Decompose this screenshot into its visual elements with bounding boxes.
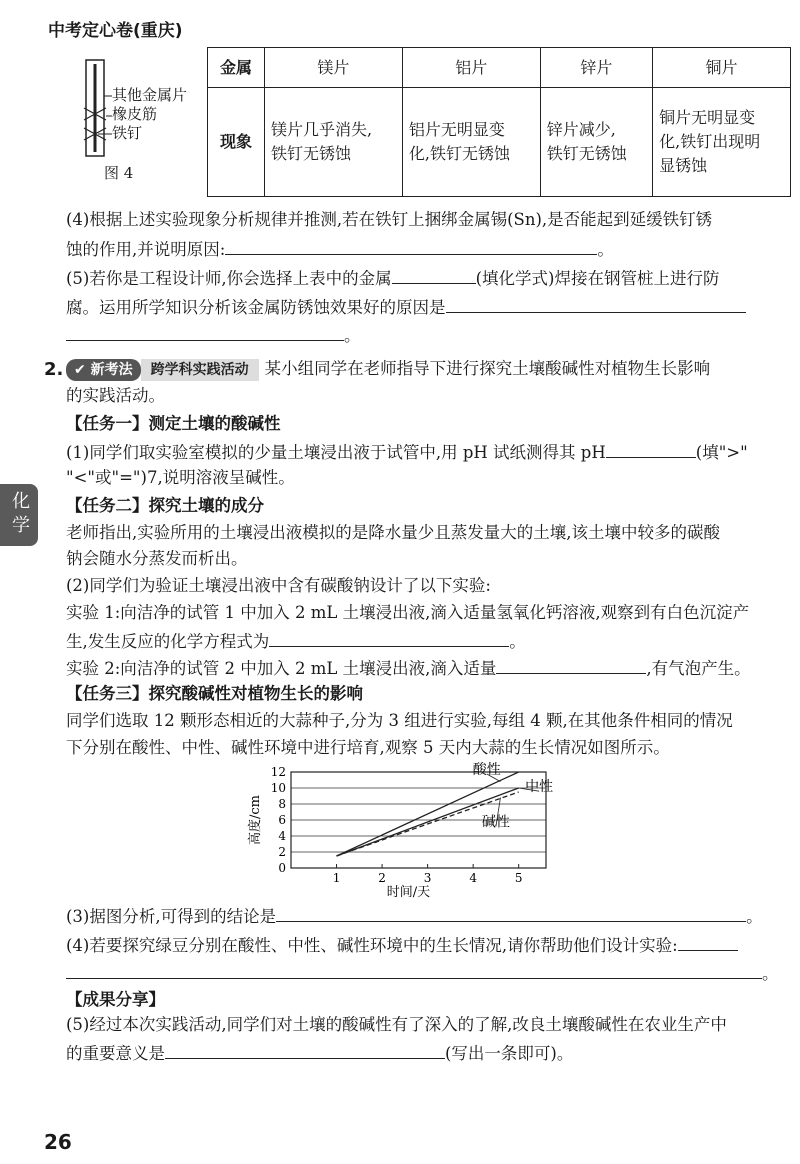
task3-q4 [66, 932, 738, 958]
task1-q1-line2: "<"或"=")7,说明溶液呈碱性。 [66, 468, 295, 487]
q4-line1: (4)根据上述实验现象分析规律并推测,若在铁钉上捆绑金属锡(Sn),是否能起到延缓铁钉锈 [66, 210, 713, 229]
figure-4-labels [112, 86, 187, 143]
q5-prompt-a: (5)若你是工程设计师,你会选择上表中的金属 [66, 269, 392, 288]
page-header: 中考定心卷(重庆) [48, 21, 183, 41]
check-icon: ✔ [74, 362, 86, 378]
q5-prompt-b: (填化学式)焊接在钢管桩上进行防 [475, 269, 720, 288]
q5-line1 [66, 265, 720, 291]
series-label: 中性 [525, 779, 554, 796]
design-blank-cont[interactable] [66, 960, 762, 979]
share-q5-line1: (5)经过本次实践活动,同学们对土壤的酸碱性有了深入的了解,改良土壤酸碱性在农业生产中 [66, 1015, 727, 1034]
q5-reason-blank[interactable] [446, 294, 746, 313]
exp2-prompt: 实验 2:向洁净的试管 2 中加入 2 mL 土壤浸出液,滴入适量 [66, 659, 497, 678]
observation-mg [265, 88, 403, 197]
task2-intro2: 钠会随水分蒸发而析出。 [66, 549, 248, 568]
exp1-prompt: 生,发生反应的化学方程式为 [66, 632, 270, 651]
q2-intro-text: 某小组同学在老师指导下进行探究土壤酸碱性对植物生长影响 [264, 359, 711, 378]
metal-al: 铝片 [402, 48, 540, 88]
metal-cu: 铜片 [653, 48, 791, 88]
obs-line: 铁钉无锈蚀 [271, 144, 352, 163]
q5-reason-blank-cont[interactable] [66, 322, 344, 341]
series-label: 碱性 [481, 814, 510, 831]
q5-share-prompt: 的重要意义是 [66, 1044, 165, 1063]
q2-intro-line1 [66, 357, 710, 381]
task3-intro2: 下分别在酸性、中性、碱性环境中进行培育,观察 5 天内大蒜的生长情况如图所示。 [66, 738, 670, 757]
task2-exp1-line2 [66, 628, 526, 654]
x-tick-label: 4 [469, 871, 477, 885]
task1-title: 【任务一】测定土壤的酸碱性 [66, 414, 281, 433]
y-tick-label: 6 [278, 813, 286, 827]
label-rubber-band: 橡皮筋 [112, 105, 158, 123]
metal-observation-table [207, 47, 791, 197]
ph-compare-blank[interactable] [606, 439, 696, 458]
observation-zn [540, 88, 652, 197]
task2-intro1: 老师指出,实验所用的土壤浸出液模拟的是降水量少且蒸发量大的土壤,该土壤中较多的碳酸 [66, 523, 720, 542]
obs-line: 化,铁钉出现明 [659, 132, 761, 151]
period: 。 [509, 632, 526, 651]
y-tick-label: 10 [270, 781, 286, 795]
task1-hint: (填">" [695, 443, 748, 462]
period: 。 [762, 964, 779, 983]
significance-blank[interactable] [165, 1040, 445, 1059]
exp2-result: ,有气泡产生。 [646, 659, 751, 678]
x-axis-label: 时间/天 [386, 885, 431, 898]
q4-prompt: 蚀的作用,并说明原因: [66, 240, 226, 259]
metal-zn: 锌片 [540, 48, 652, 88]
label-iron-nail: 铁钉 [112, 124, 143, 142]
q5-line3 [66, 322, 361, 348]
obs-line: 镁片几乎消失, [271, 120, 373, 139]
table-row [208, 88, 791, 197]
observation-al [402, 88, 540, 197]
task3-intro1: 同学们选取 12 颗形态相近的大蒜种子,分为 3 组进行实验,每组 4 颗,在其他条件相同的情况 [66, 711, 733, 730]
y-tick-label: 0 [278, 861, 286, 875]
y-tick-label: 8 [278, 797, 286, 811]
task2-exp1-line1: 实验 1:向洁净的试管 1 中加入 2 mL 土壤浸出液,滴入适量氢氧化钙溶液,观察到有白色沉淀产 [66, 603, 750, 622]
practice-activity-tag: 跨学科实践活动 [141, 359, 259, 381]
q5-prompt-c: 腐。运用所学知识分析该金属防锈蚀效果好的原因是 [66, 298, 446, 317]
period: 。 [344, 326, 361, 345]
task1-prompt: (1)同学们取实验室模拟的少量土壤浸出液于试管中,用 pH 试纸测得其 pH [66, 443, 606, 462]
y-tick-label: 2 [278, 845, 286, 859]
observation-cu [653, 88, 791, 197]
page-number: 26 [44, 1130, 72, 1154]
share-title: 【成果分享】 [66, 990, 165, 1009]
task2-exp2 [66, 655, 751, 681]
obs-line: 显锈蚀 [659, 156, 708, 175]
q5-metal-blank[interactable] [392, 265, 476, 284]
tag-label: 新考法 [90, 362, 133, 378]
period: 。 [597, 240, 614, 259]
new-exam-tag [66, 359, 141, 381]
garlic-growth-chart [245, 762, 605, 898]
q4-line2 [66, 236, 614, 262]
figure-4 [68, 58, 204, 182]
table-row [208, 48, 791, 88]
figure-4-caption: 图 4 [104, 164, 134, 182]
question-number: 2. [44, 359, 64, 380]
task3-q4-cont [66, 960, 779, 986]
y-axis-label: 高度/cm [248, 795, 263, 845]
x-tick-label: 1 [332, 871, 341, 885]
x-tick-label: 5 [514, 871, 523, 885]
task2-title: 【任务二】探究土壤的成分 [66, 496, 264, 515]
obs-line: 铝片无明显变 [408, 120, 505, 139]
row-header-metal: 金属 [208, 48, 265, 88]
y-tick-label: 12 [270, 765, 286, 779]
row-header-observation: 现象 [208, 88, 265, 197]
equation-blank[interactable] [269, 628, 509, 647]
period: 。 [746, 907, 763, 926]
x-tick-label: 2 [378, 871, 386, 885]
task2-q2: (2)同学们为验证土壤浸出液中含有碳酸钠设计了以下实验: [66, 576, 491, 595]
obs-line: 铁钉无锈蚀 [546, 144, 627, 163]
subject-side-tab: 化学 [0, 484, 38, 546]
task1-q1-line1 [66, 439, 748, 465]
q4-answer-blank[interactable] [225, 236, 597, 255]
reagent-blank[interactable] [496, 655, 646, 674]
metal-mg: 镁片 [265, 48, 403, 88]
task3-q3 [66, 903, 763, 929]
conclusion-blank[interactable] [276, 903, 746, 922]
label-other-metal: 其他金属片 [112, 86, 188, 104]
q4-design-prompt: (4)若要探究绿豆分别在酸性、中性、碱性环境中的生长情况,请你帮助他们设计实验: [66, 936, 678, 955]
series-label: 酸性 [472, 762, 501, 778]
q5-line2 [66, 294, 746, 320]
q5-share-hint: (写出一条即可)。 [445, 1044, 574, 1063]
share-q5-line2 [66, 1040, 573, 1066]
obs-line: 铜片无明显变 [659, 108, 756, 127]
obs-line: 锌片减少, [546, 120, 616, 139]
y-tick-label: 4 [278, 829, 286, 843]
q3-prompt: (3)据图分析,可得到的结论是 [66, 907, 277, 926]
design-blank[interactable] [678, 932, 738, 951]
x-tick-label: 3 [423, 871, 432, 885]
obs-line: 化,铁钉无锈蚀 [408, 144, 510, 163]
q2-intro-line2: 的实践活动。 [66, 386, 165, 405]
task3-title: 【任务三】探究酸碱性对植物生长的影响 [66, 684, 363, 703]
